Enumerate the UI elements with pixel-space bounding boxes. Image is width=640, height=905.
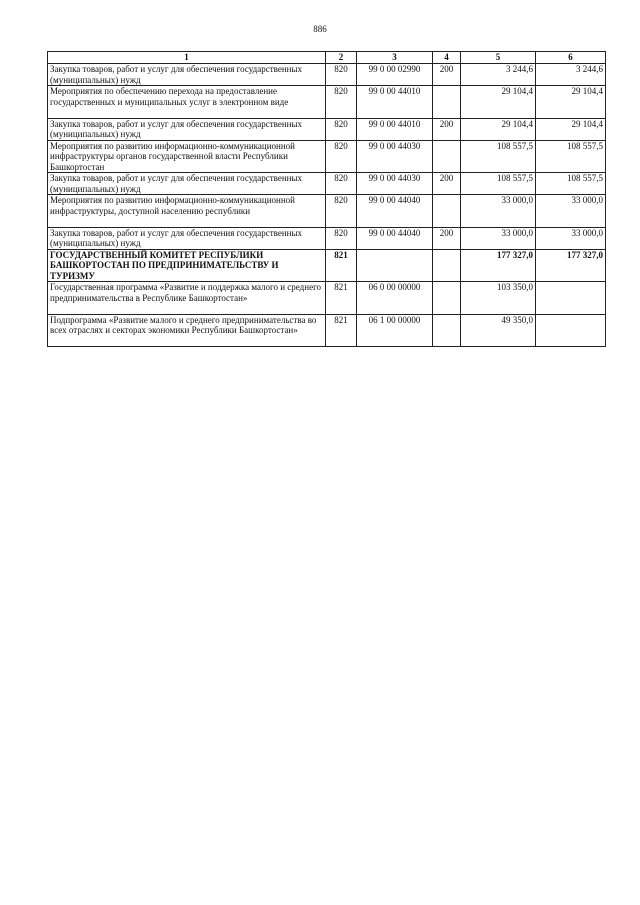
row-target: 06 1 00 00000	[357, 314, 433, 347]
table-body	[48, 64, 606, 347]
row-name: Закупка товаров, работ и услуг для обеспечения государственных (муниципальных) нужд	[48, 118, 326, 140]
header-col-4: 4	[433, 52, 461, 64]
row-target: 99 0 00 44030	[357, 173, 433, 195]
row-amount-1: 29 104,4	[461, 86, 536, 119]
row-type: 200	[433, 173, 461, 195]
budget-table	[47, 51, 606, 347]
row-type	[433, 195, 461, 228]
row-amount-2: 33 000,0	[536, 195, 606, 228]
header-col-3: 3	[357, 52, 433, 64]
row-ministry: 821	[326, 249, 357, 282]
row-name: Закупка товаров, работ и услуг для обеспечения государственных (муниципальных) нужд	[48, 64, 326, 86]
row-target: 99 0 00 44040	[357, 227, 433, 249]
row-amount-1: 33 000,0	[461, 227, 536, 249]
row-target: 06 0 00 00000	[357, 282, 433, 315]
row-type	[433, 86, 461, 119]
row-ministry: 820	[326, 118, 357, 140]
row-ministry: 820	[326, 86, 357, 119]
row-type	[433, 282, 461, 315]
row-amount-2: 108 557,5	[536, 140, 606, 173]
table-row	[48, 282, 606, 315]
row-amount-1: 3 244,6	[461, 64, 536, 86]
row-type	[433, 314, 461, 347]
row-ministry: 820	[326, 227, 357, 249]
header-col-6: 6	[536, 52, 606, 64]
row-amount-2: 33 000,0	[536, 227, 606, 249]
row-amount-1: 108 557,5	[461, 173, 536, 195]
table-row	[48, 249, 606, 282]
table-header	[48, 52, 606, 64]
row-amount-1: 177 327,0	[461, 249, 536, 282]
row-name: ГОСУДАРСТВЕННЫЙ КОМИТЕТ РЕСПУБЛИКИ БАШКОРТОСТАН ПО ПРЕДПРИНИМАТЕЛЬСТВУ И ТУРИЗМУ	[48, 249, 326, 282]
table-row	[48, 118, 606, 140]
table-row	[48, 314, 606, 347]
row-ministry: 820	[326, 195, 357, 228]
row-name: Закупка товаров, работ и услуг для обеспечения государственных (муниципальных) нужд	[48, 173, 326, 195]
row-amount-2: 29 104,4	[536, 86, 606, 119]
row-ministry: 821	[326, 282, 357, 315]
page-number: 886	[313, 24, 327, 34]
row-amount-2: 108 557,5	[536, 173, 606, 195]
row-name: Подпрограмма «Развитие малого и среднего предпринимательства во всех отраслях и секторах экономики Республики Башкортостан»	[48, 314, 326, 347]
row-ministry: 821	[326, 314, 357, 347]
row-ministry: 820	[326, 64, 357, 86]
row-ministry: 820	[326, 173, 357, 195]
row-amount-2: 177 327,0	[536, 249, 606, 282]
table-row	[48, 140, 606, 173]
row-type: 200	[433, 227, 461, 249]
row-amount-2: 3 244,6	[536, 64, 606, 86]
row-amount-1: 108 557,5	[461, 140, 536, 173]
table-row	[48, 227, 606, 249]
row-amount-2	[536, 282, 606, 315]
row-target	[357, 249, 433, 282]
row-amount-1: 29 104,4	[461, 118, 536, 140]
header-row	[48, 52, 606, 64]
row-target: 99 0 00 44040	[357, 195, 433, 228]
table-row	[48, 173, 606, 195]
row-type: 200	[433, 64, 461, 86]
row-ministry: 820	[326, 140, 357, 173]
row-target: 99 0 00 44010	[357, 86, 433, 119]
row-target: 99 0 00 44010	[357, 118, 433, 140]
row-amount-1: 49 350,0	[461, 314, 536, 347]
row-target: 99 0 00 44030	[357, 140, 433, 173]
row-name: Мероприятия по развитию информационно-коммуникационной инфраструктуры органов государственной власти Республики Башкортостан	[48, 140, 326, 173]
row-type	[433, 249, 461, 282]
row-amount-1: 33 000,0	[461, 195, 536, 228]
row-name: Мероприятия по развитию информационно-коммуникационной инфраструктуры, доступной населению республики	[48, 195, 326, 228]
row-name: Мероприятия по обеспечению перехода на предоставление государственных и муниципальных услуг в электронном виде	[48, 86, 326, 119]
row-name: Закупка товаров, работ и услуг для обеспечения государственных (муниципальных) нужд	[48, 227, 326, 249]
header-col-2: 2	[326, 52, 357, 64]
row-amount-2: 29 104,4	[536, 118, 606, 140]
row-type: 200	[433, 118, 461, 140]
table-row	[48, 64, 606, 86]
row-amount-2	[536, 314, 606, 347]
table-row	[48, 195, 606, 228]
row-name: Государственная программа «Развитие и поддержка малого и среднего предпринимательства в Республике Башкортостан»	[48, 282, 326, 315]
row-type	[433, 140, 461, 173]
table-row	[48, 86, 606, 119]
row-target: 99 0 00 02990	[357, 64, 433, 86]
header-col-5: 5	[461, 52, 536, 64]
row-amount-1: 103 350,0	[461, 282, 536, 315]
header-col-1: 1	[48, 52, 326, 64]
